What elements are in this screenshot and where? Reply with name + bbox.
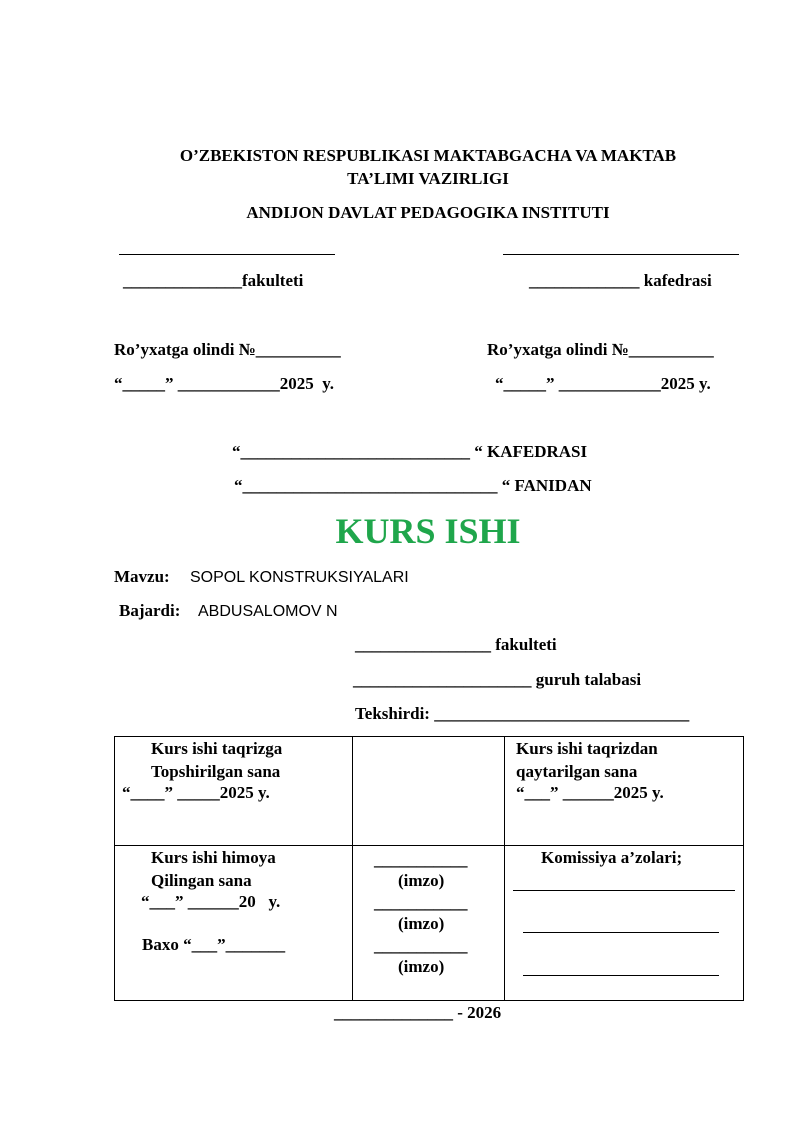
signature-line-3: ___________ bbox=[374, 936, 468, 955]
defense-cell bbox=[115, 846, 353, 1001]
defense-title: Kurs ishi himoya bbox=[151, 848, 276, 867]
institute-name: ANDIJON DAVLAT PEDAGOGIKA INSTITUTI bbox=[246, 203, 610, 222]
commission-title: Komissiya a’zolari; bbox=[541, 848, 683, 867]
signature-caption-1: (imzo) bbox=[398, 871, 445, 890]
review-submitted-subtitle: Topshirilgan sana bbox=[151, 762, 281, 781]
commission-cell bbox=[505, 846, 744, 1001]
student-faculty-field: ________________ fakulteti bbox=[355, 635, 557, 654]
review-returned-subtitle: qaytarilgan sana bbox=[516, 762, 638, 781]
right-blank-line bbox=[503, 254, 739, 255]
grade-field: Baxo “___”_______ bbox=[142, 935, 286, 954]
signature-caption-2: (imzo) bbox=[398, 914, 445, 933]
kafedra-line: “___________________________ “ KAFEDRASI bbox=[232, 442, 588, 461]
footer-year: ______________ - 2026 bbox=[334, 1003, 502, 1022]
review-submitted-date: “____” _____2025 y. bbox=[122, 783, 270, 802]
left-registration-date: “_____” ____________2025 y. bbox=[114, 374, 335, 393]
signature-cell bbox=[353, 846, 505, 1001]
review-submitted-title: Kurs ishi taqrizga bbox=[151, 739, 283, 758]
review-returned-date: “___” ______2025 y. bbox=[516, 783, 664, 802]
ministry-line-2: TA’LIMI VAZIRLIGI bbox=[347, 169, 509, 188]
mavzu-label: Mavzu: bbox=[114, 567, 170, 586]
review-table bbox=[114, 736, 744, 1001]
review-returned-cell bbox=[505, 737, 744, 846]
bajardi-value: ABDUSALOMOV N bbox=[198, 603, 338, 620]
department-field: _____________ kafedrasi bbox=[529, 271, 712, 290]
defense-subtitle: Qilingan sana bbox=[151, 871, 252, 890]
right-registration: Ro’yxatga olindi №__________ bbox=[487, 340, 714, 359]
signature-line-1: ___________ bbox=[374, 850, 468, 869]
document-title: KURS ISHI bbox=[335, 511, 521, 551]
right-registration-date: “_____” ____________2025 y. bbox=[495, 374, 711, 393]
defense-date: “___” ______20 y. bbox=[141, 892, 281, 911]
faculty-field: ______________fakulteti bbox=[123, 271, 304, 290]
left-registration: Ro’yxatga olindi №__________ bbox=[114, 340, 341, 359]
left-blank-line bbox=[119, 254, 335, 255]
signature-caption-3: (imzo) bbox=[398, 957, 445, 976]
review-submitted-cell bbox=[115, 737, 353, 846]
bajardi-label: Bajardi: bbox=[119, 601, 181, 620]
tekshirdi-field: Tekshirdi: ______________________________ bbox=[355, 704, 690, 723]
mavzu-value: SOPOL KONSTRUKSIYALARI bbox=[190, 569, 409, 586]
fan-line: “______________________________ “ FANIDAN bbox=[234, 476, 592, 495]
ministry-line-1: O’ZBEKISTON RESPUBLIKASI MAKTABGACHA VA MAKTAB bbox=[179, 146, 677, 165]
commission-line-3 bbox=[523, 975, 719, 976]
commission-line-2 bbox=[523, 932, 719, 933]
group-field: _____________________ guruh talabasi bbox=[353, 670, 642, 689]
commission-line-1 bbox=[513, 890, 735, 891]
review-returned-title: Kurs ishi taqrizdan bbox=[516, 739, 658, 758]
signature-line-2: ___________ bbox=[374, 893, 468, 912]
empty-cell bbox=[353, 737, 505, 846]
